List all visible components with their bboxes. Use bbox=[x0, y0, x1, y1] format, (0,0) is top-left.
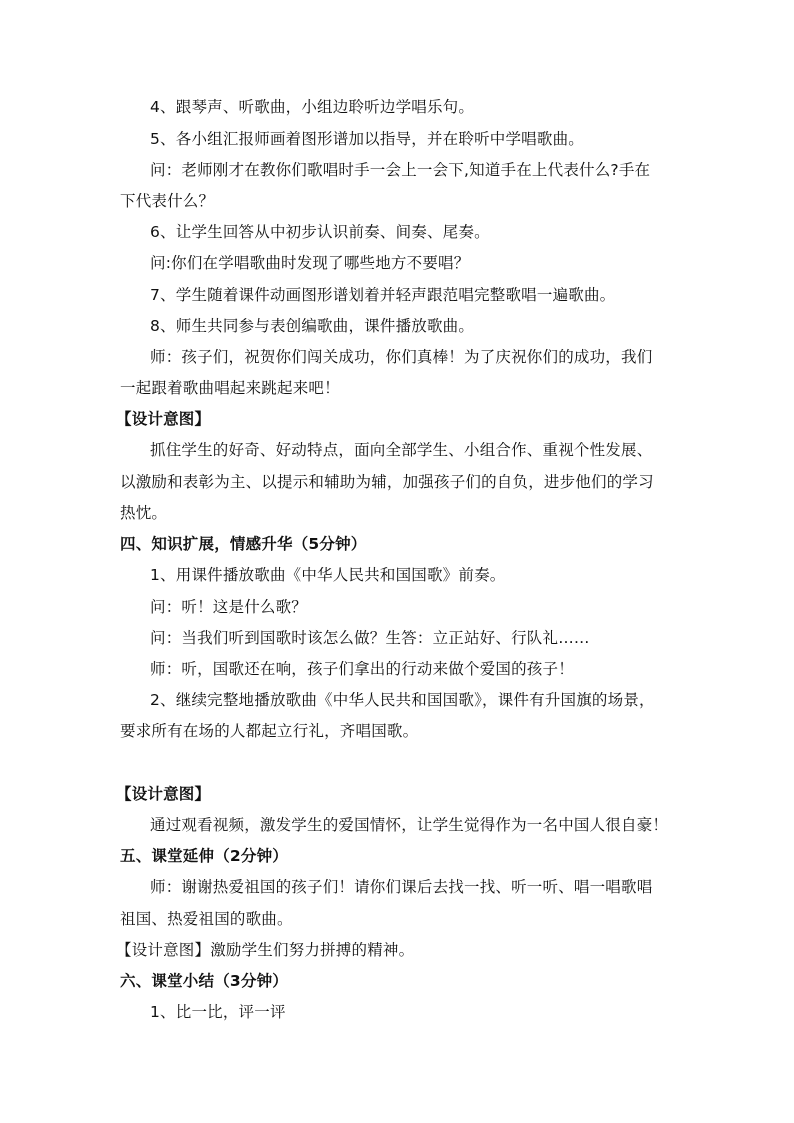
design-intent-heading: 【设计意图】 bbox=[116, 785, 211, 803]
paragraph-line: 1、比一比，评一评 bbox=[150, 1003, 286, 1021]
paragraph-line: 师：谢谢热爱祖国的孩子们！请你们课后去找一找、听一听、唱一唱歌唱 bbox=[150, 878, 653, 896]
paragraph-line: 一起跟着歌曲唱起来跳起来吧！ bbox=[120, 379, 340, 397]
paragraph-line: 2、继续完整地播放歌曲《中华人民共和国国歌》，课件有升国旗的场景， bbox=[150, 691, 655, 709]
paragraph-line: 以激励和表彰为主、以提示和辅助为辅，加强孩子们的自负，进步他们的学习 bbox=[120, 473, 654, 491]
paragraph-line: 问：老师刚才在教你们歌唱时手一会上一会下,知道手在上代表什么?手在 bbox=[150, 161, 651, 179]
design-intent-heading: 【设计意图】 bbox=[116, 410, 211, 428]
paragraph-line: 5、各小组汇报师画着图形谱加以指导，并在聆听中学唱歌曲。 bbox=[150, 130, 584, 148]
section-heading: 五、课堂延伸（2分钟） bbox=[120, 847, 288, 865]
paragraph-line: 问:你们在学唱歌曲时发现了哪些地方不要唱？ bbox=[150, 254, 470, 272]
paragraph-line: 1、用课件播放歌曲《中华人民共和国国歌》前奏。 bbox=[150, 566, 506, 584]
paragraph-line: 问：当我们听到国歌时该怎么做？生答：立正站好、行队礼…… bbox=[150, 629, 590, 647]
paragraph-line: 6、让学生回答从中初步认识前奏、间奏、尾奏。 bbox=[150, 223, 490, 241]
paragraph-line: 师：听，国歌还在响，孩子们拿出的行动来做个爱国的孩子！ bbox=[150, 660, 574, 678]
paragraph-line: 4、跟琴声、听歌曲，小组边聆听边学唱乐句。 bbox=[150, 98, 475, 116]
section-heading: 六、课堂小结（3分钟） bbox=[120, 972, 288, 990]
paragraph-line: 7、学生随着课件动画图形谱划着并轻声跟范唱完整歌唱一遍歌曲。 bbox=[150, 286, 616, 304]
paragraph-line: 热忱。 bbox=[120, 504, 168, 522]
paragraph-line: 8、师生共同参与表创编歌曲，课件播放歌曲。 bbox=[150, 317, 475, 335]
paragraph-line: 下代表什么？ bbox=[120, 192, 215, 210]
paragraph-line: 抓住学生的好奇、好动特点，面向全部学生、小组合作、重视个性发展、 bbox=[150, 441, 653, 459]
design-intent-line: 【设计意图】激励学生们努力拼搏的精神。 bbox=[116, 941, 415, 959]
paragraph-line: 通过观看视频，激发学生的爱国情怀，让学生觉得作为一名中国人很自豪！ bbox=[150, 816, 669, 834]
paragraph-line: 祖国、热爱祖国的歌曲。 bbox=[120, 910, 293, 928]
paragraph-line: 师：孩子们，祝贺你们闯关成功，你们真棒！为了庆祝你们的成功，我们 bbox=[150, 348, 653, 366]
paragraph-line: 要求所有在场的人都起立行礼，齐唱国歌。 bbox=[120, 722, 419, 740]
section-heading: 四、知识扩展，情感升华（5分钟） bbox=[120, 535, 367, 553]
paragraph-line: 问：听！这是什么歌？ bbox=[150, 598, 308, 616]
